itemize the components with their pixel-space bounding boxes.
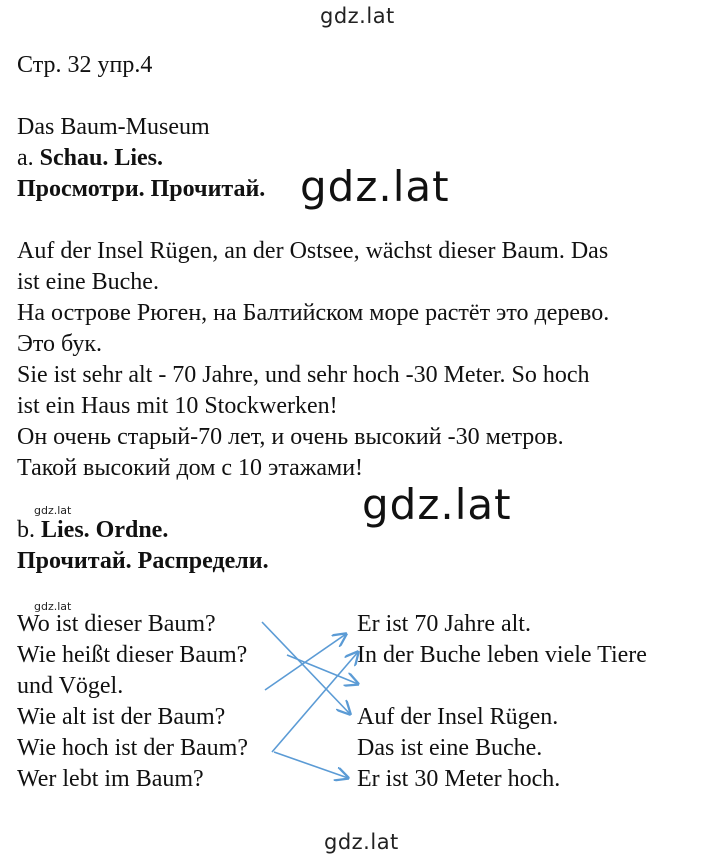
text-line: Он очень старый-70 лет, и очень высокий -30 метров. — [17, 424, 564, 450]
watermark-large-2: gdz.lat — [362, 480, 512, 529]
part-b-instruction-ru: Прочитай. Распредели. — [17, 548, 269, 574]
part-a-instruction-de: Schau. Lies. — [39, 145, 164, 171]
watermark-tiny-1: gdz.lat — [34, 504, 72, 517]
text-line: ist eine Buche. — [17, 269, 159, 295]
arrow-height-to-30m — [274, 752, 348, 778]
task-title: Das Baum-Museum — [17, 114, 210, 140]
arrow-age-to-70 — [265, 634, 346, 690]
watermark-large-1: gdz.lat — [300, 162, 450, 211]
part-b-label: b. — [17, 517, 35, 543]
page-reference: Стр. 32 упр.4 — [17, 52, 153, 78]
question-name: Wie heißt dieser Baum? — [17, 642, 248, 668]
arrow-name-to-beech — [287, 655, 358, 684]
part-b-instruction-de: Lies. Ordne. — [41, 517, 169, 543]
part-a-label: a. — [17, 145, 34, 171]
answer-continuation: und Vögel. — [17, 673, 124, 699]
text-line: Это бук. — [17, 331, 102, 357]
question-height: Wie hoch ist der Baum? — [17, 735, 248, 761]
text-line: Такой высокий дом с 10 этажами! — [17, 455, 364, 481]
question-age: Wie alt ist der Baum? — [17, 704, 226, 730]
watermark-bottom: gdz.lat — [324, 830, 399, 854]
answer-height: Er ist 30 Meter hoch. — [357, 766, 561, 792]
text-line: Auf der Insel Rügen, an der Ostsee, wächst dieser Baum. Das — [17, 238, 609, 264]
watermark-tiny-2: gdz.lat — [34, 600, 72, 613]
answer-where: Auf der Insel Rügen. — [357, 704, 559, 730]
text-line: Sie ist sehr alt - 70 Jahre, und sehr hoch -30 Meter. So hoch — [17, 362, 590, 388]
text-line: ist ein Haus mit 10 Stockwerken! — [17, 393, 338, 419]
arrow-where-to-island — [262, 622, 350, 714]
question-where: Wo ist dieser Baum? — [17, 611, 216, 637]
part-a-instruction-ru: Просмотри. Прочитай. — [17, 176, 266, 202]
answer-age: Er ist 70 Jahre alt. — [357, 611, 531, 637]
answer-who-lives: In der Buche leben viele Tiere — [357, 642, 647, 668]
question-who-lives: Wer lebt im Baum? — [17, 766, 204, 792]
answer-name: Das ist eine Buche. — [357, 735, 543, 761]
watermark-top: gdz.lat — [320, 4, 395, 28]
text-line: На острове Рюген, на Балтийском море растёт это дерево. — [17, 300, 610, 326]
